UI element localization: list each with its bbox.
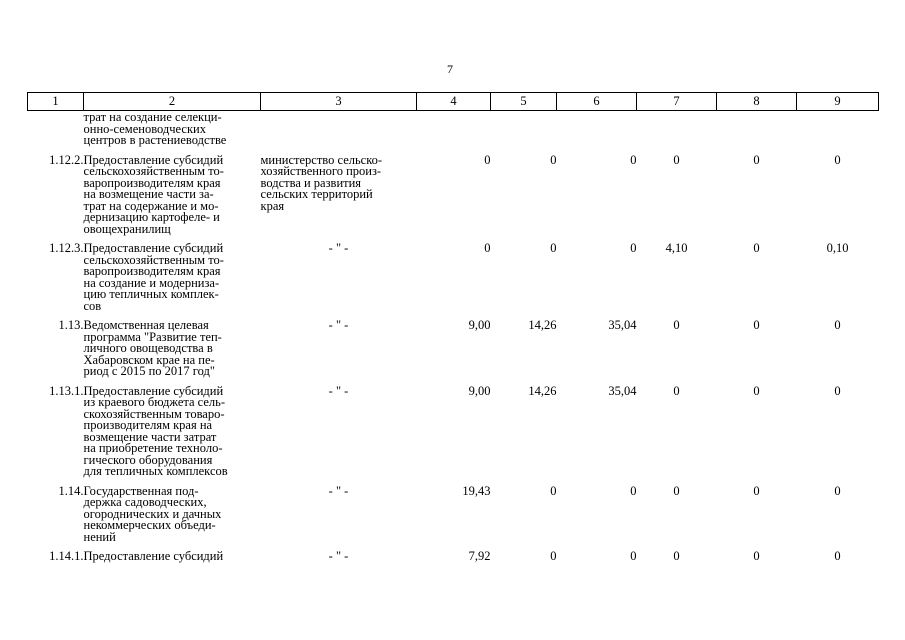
value-cell: 9,00 <box>468 383 491 398</box>
value-cell: 0 <box>834 483 841 498</box>
value-cell: 19,43 <box>462 483 491 498</box>
row-number: 1.12.3. <box>49 241 84 255</box>
executor-line: сельских территорий <box>260 187 373 201</box>
row-description <box>84 147 261 236</box>
value-cell: 0 <box>550 152 557 167</box>
description-line: варопроизводителям края <box>83 264 221 278</box>
description-line: Ведомственная целевая <box>83 318 209 332</box>
description-line: овощехранилищ <box>83 221 171 236</box>
executor-line: - " - <box>328 549 349 563</box>
header-cell: 7 <box>637 93 717 111</box>
value-cell <box>417 111 491 147</box>
value-cell: 0 <box>673 483 680 498</box>
table-body <box>28 111 879 563</box>
value-cell: 0 <box>753 549 760 563</box>
table-row <box>28 312 879 378</box>
description-line: Предоставление субсидий <box>83 383 224 398</box>
value-cell: 0 <box>673 383 680 398</box>
value-cell: 0 <box>550 549 557 563</box>
value-cell: 0 <box>630 483 637 498</box>
executor-line: хозяйственного произ- <box>260 164 382 178</box>
value-cell: 0 <box>834 318 841 332</box>
description-line: трат на содержание и мо- <box>83 198 219 213</box>
value-cell: 0 <box>550 483 557 498</box>
value-cell <box>797 111 879 147</box>
value-cell: 35,04 <box>608 383 637 398</box>
description-line: для тепличных комплексов <box>83 464 228 478</box>
description-line: производителям края на <box>83 418 213 432</box>
table-row <box>28 478 879 544</box>
row-number: 1.12.2. <box>49 152 84 167</box>
description-line: нений <box>83 529 116 544</box>
table-row <box>28 543 879 563</box>
value-cell: 0 <box>484 241 491 255</box>
executor-line: - " - <box>328 318 349 332</box>
description-line: сельскохозяйственным то- <box>83 252 224 267</box>
value-cell: 0 <box>834 549 841 563</box>
executor-line: - " - <box>328 241 349 255</box>
row-number: 1.13.1. <box>49 383 84 398</box>
value-cell: 0 <box>630 549 637 563</box>
value-cell: 0 <box>550 241 557 255</box>
header-cell: 8 <box>717 93 797 111</box>
description-line: центров в растениеводстве <box>83 133 227 147</box>
description-line: некоммерческих объеди- <box>83 518 216 532</box>
value-cell: 4,10 <box>665 241 688 255</box>
description-line: гического оборудования <box>83 452 213 467</box>
row-executor <box>261 312 417 378</box>
row-description <box>84 378 261 478</box>
budget-table <box>27 92 879 563</box>
description-line: скохозяйственным товаро- <box>83 406 225 421</box>
header-cell: 3 <box>261 93 417 111</box>
description-line: Государственная под- <box>83 483 199 498</box>
executor-line: водства и развития <box>260 175 362 190</box>
description-line: огороднических и дачных <box>83 506 222 521</box>
header-cell: 2 <box>84 93 261 111</box>
row-number <box>28 111 84 147</box>
description-line: программа "Развитие теп- <box>83 329 222 344</box>
executor-line: министерство сельско- <box>260 152 383 167</box>
description-line: трат на создание селекци- <box>83 110 222 124</box>
page-number: 7 <box>447 62 453 76</box>
row-number: 1.13. <box>58 318 84 332</box>
description-line: на возмещение части за- <box>83 187 214 201</box>
description-line: Предоставление субсидий <box>83 549 224 563</box>
row-description <box>84 111 261 147</box>
value-cell: 0 <box>630 152 637 167</box>
value-cell <box>491 111 557 147</box>
value-cell <box>557 111 637 147</box>
value-cell: 0 <box>753 483 760 498</box>
header-cell: 6 <box>557 93 637 111</box>
value-cell: 14,26 <box>528 318 557 332</box>
row-description <box>84 312 261 378</box>
header-row <box>28 93 879 111</box>
row-executor <box>261 543 417 563</box>
header-cell: 9 <box>797 93 879 111</box>
value-cell <box>717 111 797 147</box>
value-cell: 0 <box>834 383 841 398</box>
value-cell: 0 <box>753 383 760 398</box>
description-line: из краевого бюджета сель- <box>83 395 226 409</box>
description-line: варопроизводителям края <box>83 175 221 190</box>
description-line: личного овощеводства в <box>83 341 213 355</box>
row-description <box>84 543 261 563</box>
description-line: онно-семеноводческих <box>83 121 206 136</box>
description-line: цию тепличных комплек- <box>83 287 219 301</box>
value-cell: 0,10 <box>826 241 849 255</box>
value-cell: 14,26 <box>528 383 557 398</box>
description-line: риод с 2015 по 2017 год" <box>83 364 215 378</box>
description-line: сов <box>83 298 102 313</box>
value-cell: 0 <box>484 152 491 167</box>
table-row <box>28 147 879 236</box>
value-cell: 0 <box>834 152 841 167</box>
description-line: Предоставление субсидий <box>83 241 224 255</box>
value-cell: 35,04 <box>608 318 637 332</box>
header-cell: 1 <box>28 93 84 111</box>
value-cell: 0 <box>753 241 760 255</box>
value-cell: 0 <box>673 549 680 563</box>
description-line: дернизацию картофеле- и <box>83 210 220 224</box>
value-cell: 0 <box>673 318 680 332</box>
description-line: держка садоводческих, <box>83 495 207 509</box>
table-row <box>28 378 879 478</box>
header-cell: 4 <box>417 93 491 111</box>
description-line: возмещение части затрат <box>83 429 217 444</box>
row-number: 1.14.1. <box>49 549 84 563</box>
value-cell: 0 <box>630 241 637 255</box>
header-cell: 5 <box>491 93 557 111</box>
table-row <box>28 111 879 147</box>
description-line: на создание и модерниза- <box>83 275 220 290</box>
value-cell <box>637 111 717 147</box>
value-cell: 7,92 <box>468 549 491 563</box>
row-description <box>84 478 261 544</box>
value-cell: 9,00 <box>468 318 491 332</box>
description-line: сельскохозяйственным то- <box>83 164 224 178</box>
executor-line: - " - <box>328 483 349 498</box>
value-cell: 0 <box>753 318 760 332</box>
value-cell: 0 <box>673 152 680 167</box>
description-line: Хабаровском крае на пе- <box>83 352 215 367</box>
value-cell: 0 <box>753 152 760 167</box>
row-executor <box>261 478 417 544</box>
row-executor <box>261 235 417 312</box>
row-number: 1.14. <box>58 483 84 498</box>
row-executor <box>261 111 417 147</box>
row-executor <box>261 378 417 478</box>
row-description <box>84 235 261 312</box>
table-row <box>28 235 879 312</box>
executor-line: - " - <box>328 383 349 398</box>
description-line: на приобретение техноло- <box>83 441 223 455</box>
description-line: Предоставление субсидий <box>83 152 224 167</box>
row-executor <box>261 147 417 236</box>
executor-line: края <box>260 198 285 213</box>
